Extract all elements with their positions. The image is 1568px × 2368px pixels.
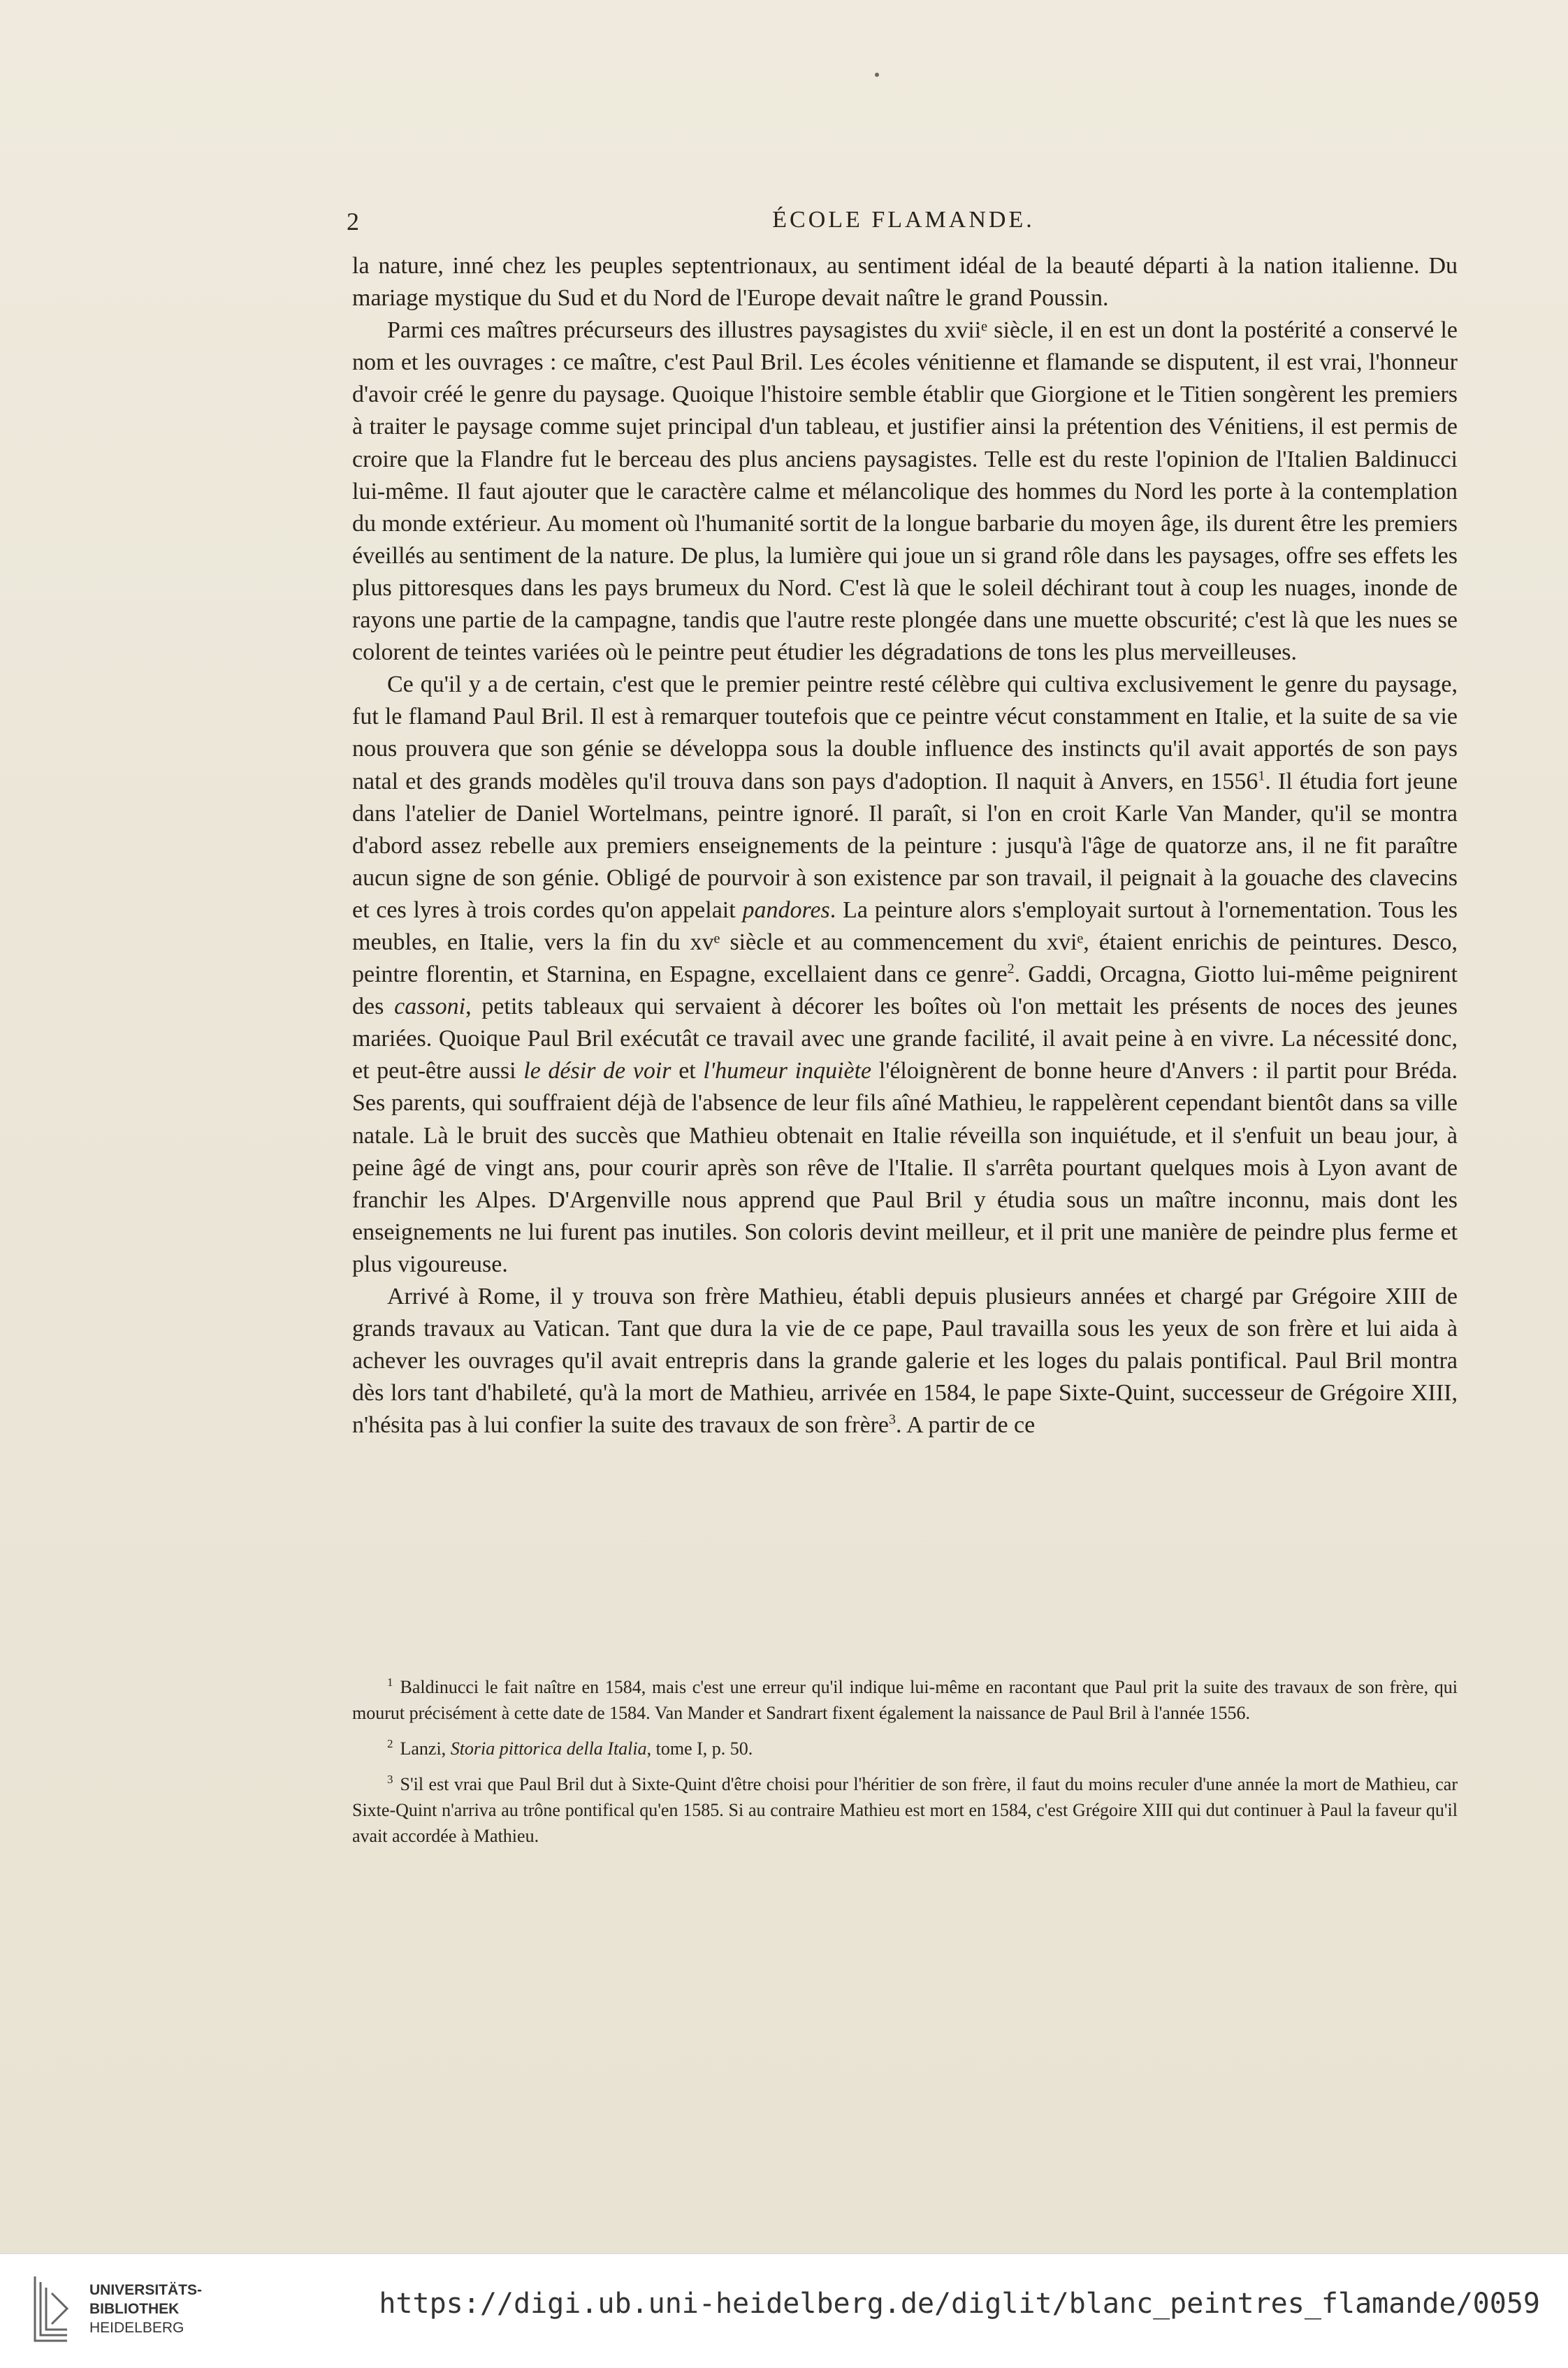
paragraph-4: Arrivé à Rome, il y trouva son frère Mathieu, établi depuis plusieurs années et chargé par Grégoire XIII de grands travaux au Vatican. Tant que dura la vie de ce pape, Paul travailla sous les yeux de son frère et lui aida à achever les ouvrages qu'il avait entrepris dans la grande galerie et les loges du palais pontifical. Paul Bril montra dès lors tant d'habileté, qu'à la mort de Mathieu, arrivée en 1584, le pape Sixte-Quint, successeur de Grégoire XIII, n'hésita pas à lui confier la suite des travaux de son frère$^3$. A partir de ce [352, 1284, 1458, 1439]
body-text [352, 250, 1458, 1441]
page-number: 2 [347, 208, 359, 235]
footnote-1: $^1$ Baldinucci le fait naître en 1584, mais c'est une erreur qu'il indique lui-même en racontant que Paul prit la suite des travaux de son frère, qui mourut précisément à cette date de 1584. Van Mander et Sandrart fixent également la naissance de Paul Bril à l'année 1556. [352, 1676, 1458, 1723]
running-title: ÉCOLE FLAMANDE. [772, 207, 1035, 233]
library-name: UNIVERSITÄTS- BIBLIOTHEK HEIDELBERG [89, 2282, 203, 2336]
footnote-ref-2: 2 [1007, 961, 1015, 977]
footnotes [352, 1674, 1458, 1859]
footnote-2: $^2$ Lanzi, Storia pittorica della Italia, tome I, p. 50. [387, 1737, 753, 1759]
paragraph-2: Parmi ces maîtres précurseurs des illustres paysagistes du xviiᵉ siècle, il en est un dont la postérité a conservé le nom et les ouvrages : ce maître, c'est Paul Bril. Les écoles vénitienne et flamande se disputent, il est vrai, l'honneur d'avoir créé le genre du paysage. Quoique l'histoire semble établir que Giorgione et le Titien songèrent les premiers à traiter le paysage comme sujet principal d'un tableau, et justifier ainsi la prétention des Vénitiens, il est permis de croire que la Flandre fut le berceau des plus anciens paysagistes. Telle est du reste l'opinion de l'Italien Baldinucci lui-même. Il faut ajouter que le caractère calme et mélancolique des hommes du Nord les porte à la contemplation du monde extérieur. Au moment où l'humanité sortit de la longue barbarie du moyen âge, ils durent être les premiers éveillés au sentiment de la nature. De plus, la lumière qui joue un si grand rôle dans les paysages, offre ses effets les plus pittoresques dans les pays brumeux du Nord. C'est là que le soleil déchirant tout à coup les nuages, inonde de rayons une partie de la campagne, tandis que l'autre reste plongée dans une muette obscurité; c'est là que les nues se colorent de teintes variées où le peintre peut étudier les dégradations de tons les plus merveilleuses. [352, 317, 1458, 666]
running-head [347, 207, 1460, 242]
paragraph-1: la nature, inné chez les peuples septentrionaux, au sentiment idéal de la beauté départi à la nation italienne. Du mariage mystique du Sud et du Nord de l'Europe devait naître le grand Poussin. [352, 253, 1458, 312]
permalink-link[interactable]: https://digi.ub.uni-heidelberg.de/diglit/blanc_peintres_flamande/0059 [379, 2288, 1540, 2320]
page-speck [875, 73, 879, 77]
footnote-ref-3: 3 [889, 1412, 896, 1428]
footnote-ref-1: 1 [1258, 768, 1265, 784]
paragraph-3: Ce qu'il y a de certain, c'est que le premier peintre resté célèbre qui cultiva exclusivement le genre du paysage, fut le flamand Paul Bril. Il est à remarquer toutefois que ce peintre vécut constamment en Italie, et la suite de sa vie nous prouvera que son génie se développa sous la double influence des instincts qu'il avait apportés de son pays natal et des grands modèles qu'il trouva dans son pays d'adoption. Il naquit à Anvers, en 1556$^1$. Il étudia fort jeune dans l'atelier de Daniel Wortelmans, peintre ignoré. Il paraît, si l'on en croit Karle Van Mander, qu'il se montra d'abord assez rebelle aux premiers enseignements de la peinture : jusqu'à l'âge de quatorze ans, il ne fit paraître aucun signe de son génie. Obligé de pourvoir à son existence par son travail, il peignait à la gouache des clavecins et ces lyres à trois cordes qu'on appelait pandores. La peinture alors s'employait surtout à l'ornementation. Tous les meubles, en Italie, vers la fin du xvᵉ siècle et au commencement du xviᵉ, étaient enrichis de peintures. Desco, peintre florentin, et Starnina, en Espagne, excellaient dans ce genre$^2$. Gaddi, Orcagna, Giotto lui-même peignirent des cassoni, petits tableaux qui servaient à décorer les boîtes où l'on mettait les présents de noces des jeunes mariées. Quoique Paul Bril exécutât ce travail avec une grande facilité, il avait peine à en vivre. La nécessité donc, et peut-être aussi le désir de voir et l'humeur inquiète l'éloignèrent de bonne heure d'Anvers : il partit pour Bréda. Ses parents, qui souffraient déjà de l'absence de leur fils aîné Mathieu, le rappelèrent cependant bientôt dans sa ville natale. Là le bruit des succès que Mathieu obtenait en Italie réveilla son inquiétude, et il s'enfuit un beau jour, à peine âgé de vingt ans, pour courir après son rêve de l'Italie. Il s'arrêta pourtant quelques mois à Lyon avant de franchir les Alpes. D'Argenville nous apprend que Paul Bril y étudia sous un maître inconnu, mais dont les enseignements ne lui furent pas inutiles. Son coloris devint meilleur, et il prit une manière de peindre plus ferme et plus vigoureuse. [352, 671, 1458, 1277]
footnote-3: $^3$ S'il est vrai que Paul Bril dut à Sixte-Quint d'être choisi pour l'héritier de son frère, il faut du moins reculer d'une année la mort de Mathieu, car Sixte-Quint n'arriva au trône pontifical qu'en 1585. Si au contraire Mathieu est mort en 1584, c'est Grégoire XIII qui dut continuer à Paul la faveur qu'il avait accordée à Mathieu. [352, 1773, 1458, 1846]
heidelberg-library-logo-icon [31, 2274, 71, 2344]
viewer-footer [0, 2253, 1568, 2368]
